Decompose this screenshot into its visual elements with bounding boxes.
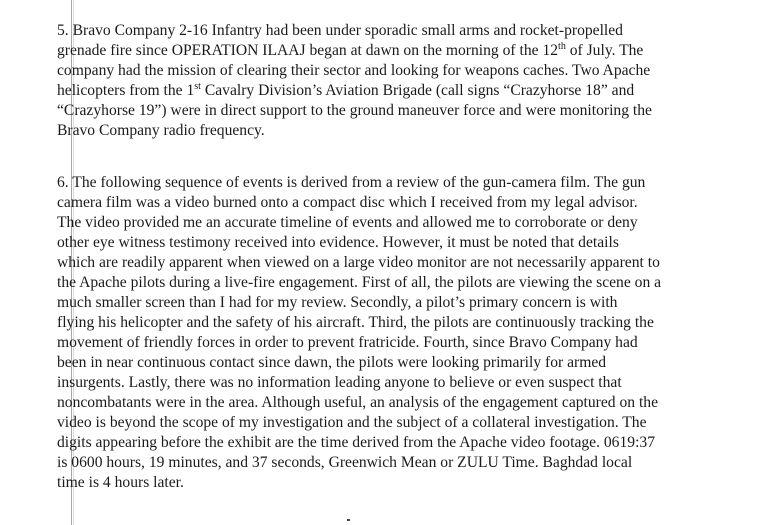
paragraph-5-line: helicopters from the 1st Cavalry Division’s Aviation Brigade (call signs “Crazyhorse 18” and (57, 80, 635, 99)
ordinal-suffix: st (194, 80, 201, 92)
paragraph-6-line: time is 4 hours later. (57, 474, 184, 491)
paragraph-5-line: Bravo Company radio frequency. (57, 122, 265, 139)
paragraph-6-line: 6. The following sequence of events is derived from a review of the gun-camera film. The gun (57, 174, 646, 191)
paragraph-5-line: “Crazyhorse 19”) were in direct support to the ground maneuver force and were monitoring the (57, 102, 652, 119)
paragraph-6-line: video is beyond the scope of my investigation and the subject of a collateral investigation. The (57, 414, 647, 431)
paragraph-6-line: noncombatants were in the area. Although useful, an analysis of the engagement captured on the (57, 394, 659, 411)
ordinal-suffix: th (558, 40, 566, 52)
paragraph-6-line: been in near continuous contact since dawn, the pilots were looking primarily for armed (57, 354, 607, 371)
paragraph-6-line: much smaller screen than I had for my review. Secondly, a pilot’s primary concern is with (57, 294, 618, 311)
paragraph-5-line: company had the mission of clearing their sector and looking for weapons caches. Two Apache (57, 62, 651, 79)
paragraph-5-line: 5. Bravo Company 2-16 Infantry had been under sporadic small arms and rocket-propelled (57, 22, 623, 39)
paragraph-5-line: grenade fire since OPERATION ILAAJ began at dawn on the morning of the 12th of July. The (57, 40, 644, 59)
paragraph-6-line: camera film was a video burned onto a compact disc which I received from my legal advisor. (57, 194, 638, 211)
paragraph-6-line: the Apache pilots during a live-fire engagement. First of all, the pilots are viewing the scene on a (57, 274, 662, 291)
paragraph-6-line: is 0600 hours, 19 minutes, and 37 seconds, Greenwich Mean or ZULU Time. Baghdad local (57, 454, 633, 471)
paragraph-5 (57, 21, 747, 141)
paragraph-6 (57, 173, 747, 493)
scan-speck (347, 519, 350, 521)
paragraph-6-line: The video provided me an accurate timeline of events and allowed me to corroborate or deny (57, 214, 638, 231)
paragraph-6-line: insurgents. Lastly, there was no information leading anyone to believe or even suspect that (57, 374, 622, 391)
paragraph-6-line: movement of friendly forces in order to prevent fratricide. Fourth, since Bravo Company had (57, 334, 638, 351)
paragraph-6-line: other eye witness testimony received into evidence. However, it must be noted that details (57, 234, 619, 251)
paragraph-6-line: digits appearing before the exhibit are the time derived from the Apache video footage. 0619:37 (57, 434, 655, 451)
paragraph-6-line: flying his helicopter and the safety of his aircraft. Third, the pilots are continuously tracking the (57, 314, 654, 331)
paragraph-6-line: which are readily apparent when viewed on a large video monitor are not necessarily apparent to (57, 254, 660, 271)
